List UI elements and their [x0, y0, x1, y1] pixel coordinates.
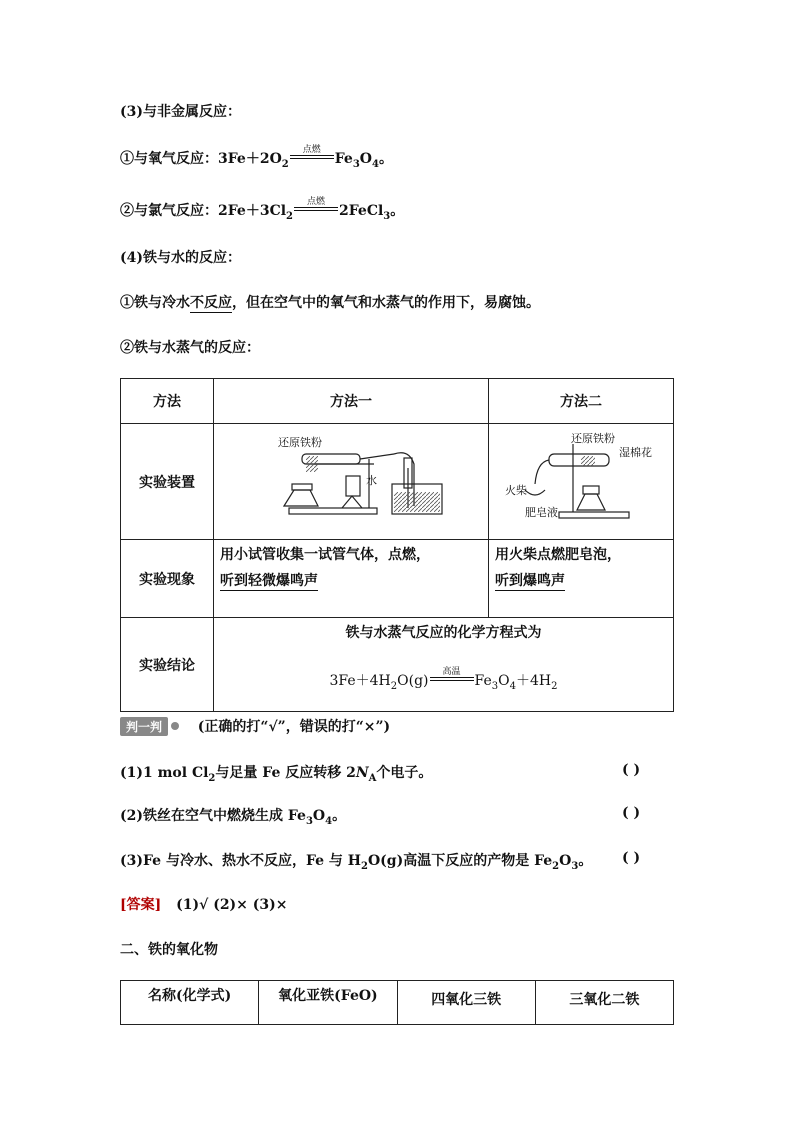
phenomenon-2: 用火柴点燃肥皂泡， 听到爆鸣声: [489, 540, 674, 618]
question-1: (1)1 mol $Cl_2$与足量 Fe 反应转移 $2N_A$个电子。: [120, 765, 433, 784]
oxide-col-feo: 氧化亚铁(FeO): [259, 981, 397, 1025]
conclusion-cell: [214, 618, 674, 712]
question-2: (2)铁丝在空气中燃烧生成 $Fe_3O_4$。: [120, 808, 347, 827]
label-wet-cotton: 湿棉花: [619, 446, 652, 459]
question-3: (3)Fe 与冷水、热水不反应，Fe 与 $H_2O(g)$高温下反应的产物是 $Fe_2O_3$。: [120, 853, 593, 872]
answer-blank-3[interactable]: ( ): [622, 850, 641, 866]
apparatus-figure-2: [489, 424, 674, 540]
label-water: 水: [366, 474, 377, 487]
section-3-title: (3)与非金属反应：: [120, 104, 241, 120]
label-match: 火柴: [505, 484, 527, 497]
label-reduced-iron-1: 还原铁粉: [278, 436, 322, 449]
condition-arrow: 高温: [430, 673, 474, 687]
header-method-1: 方法一: [214, 379, 489, 424]
cl2-reaction: ②与氯气反应：$2Fe+3Cl_2$ 点燃 2FeCl$_3$。: [120, 197, 405, 222]
steam-equation: $3Fe+4H_2O(g)$ 高温 $Fe_3O_4+4H_2$: [329, 667, 558, 692]
conclusion-text: 铁与水蒸气反应的化学方程式为: [345, 625, 542, 641]
answer-line: [120, 894, 288, 914]
answer-blank-1[interactable]: ( ): [622, 762, 641, 778]
row-device-label: 实验装置: [121, 424, 214, 540]
iron-oxides-table: [120, 980, 674, 1025]
o2-reaction: ①与氧气反应：$3Fe+2O_2$ 点燃 $Fe_3O_4$。: [120, 145, 393, 170]
apparatus-figure-1: [214, 424, 489, 540]
answer-blank-2[interactable]: ( ): [622, 805, 641, 821]
judge-tag: 判一判: [120, 717, 168, 736]
cold-water-text: ①铁与冷水不反应，但在空气中的氧气和水蒸气的作用下，易腐蚀。: [120, 295, 540, 311]
oxide-col-fe3o4: 四氧化三铁: [397, 981, 535, 1025]
steam-reaction-table: [120, 378, 674, 712]
judge-dot-icon: [171, 722, 179, 730]
phenomenon-1: 用小试管收集一试管气体，点燃， 听到轻微爆鸣声: [214, 540, 489, 618]
answer-label: [答案]: [120, 897, 162, 913]
label-reduced-iron-2: 还原铁粉: [571, 432, 615, 445]
row-conclusion-label: 实验结论: [121, 618, 214, 712]
header-method: 方法: [121, 379, 214, 424]
row-phenomenon-label: 实验现象: [121, 540, 214, 618]
answer-text: (1)√ (2)× (3)×: [176, 897, 288, 913]
oxide-col-fe2o3: 三氧化二铁: [535, 981, 673, 1025]
header-method-2: 方法二: [489, 379, 674, 424]
steam-title: ②铁与水蒸气的反应：: [120, 340, 260, 356]
section-2-title: 二、铁的氧化物: [120, 942, 218, 958]
section-4-title: (4)铁与水的反应：: [120, 250, 241, 266]
oxide-col-name: 名称(化学式): [121, 981, 259, 1025]
judge-header: 判一判 (正确的打“√”，错误的打“×”): [120, 716, 390, 736]
label-soap-solution: 肥皂液: [525, 506, 558, 519]
condition-arrow: 点燃: [294, 203, 338, 217]
condition-arrow: 点燃: [290, 151, 334, 165]
